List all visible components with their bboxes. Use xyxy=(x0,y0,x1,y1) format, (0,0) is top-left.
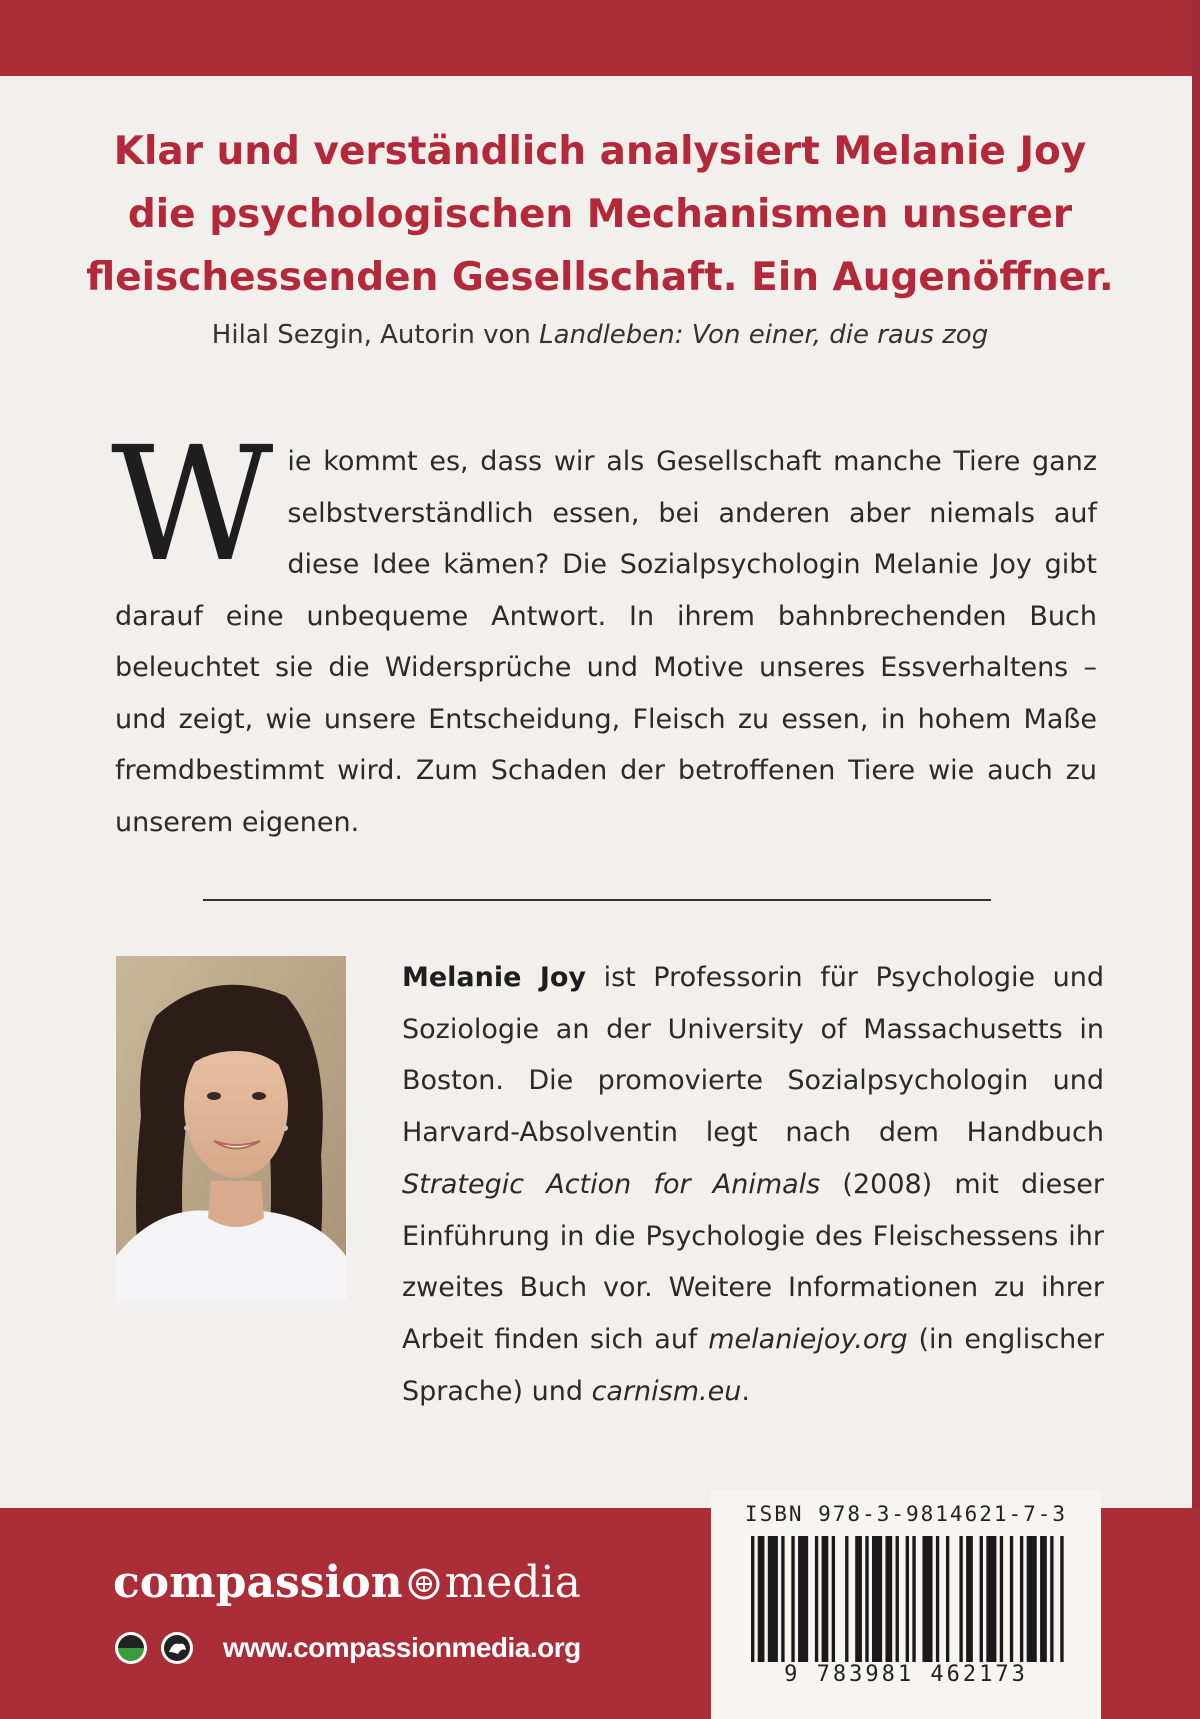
author-bio xyxy=(402,952,1104,1417)
description-text: ie kommt es, dass wir als Gesellschaft manche Tiere ganz selbstverständlich essen, bei anderen aber niemals auf diese Idee kämen? Die Sozialpsychologin Melanie Joy gibt darauf eine unbequeme Antwort. In ihrem bahnbrechenden Buch beleuchtet sie die Widersprüche und Motive unseres Essverhaltens – und zeigt, wie unsere Entscheidung, Fleisch zu essen, in hohem Maße fremdbestimmt wird. Zum Schaden der betroffenen Tiere wie auch zu unserem eigenen. xyxy=(115,446,1097,838)
barcode-bar xyxy=(936,1536,939,1662)
cover-edge xyxy=(1192,0,1200,1719)
barcode-bar xyxy=(946,1536,949,1662)
barcode-bar xyxy=(922,1536,932,1662)
barcode-bar xyxy=(758,1536,765,1662)
barcode-bar xyxy=(1050,1536,1053,1662)
barcode-bar xyxy=(959,1536,962,1662)
bio-text: (2008) mit dieser Einführung in die Psychologie des Fleischessens ihr zweites Buch vor. Weitere Informationen zu ihrer Arbeit finden sich auf xyxy=(402,1168,1104,1355)
bio-text: (in englischer Sprache) und xyxy=(402,1323,1104,1407)
campaign-website: carnism.eu xyxy=(591,1375,742,1407)
attribution-author: Hilal Sezgin, Autorin von xyxy=(211,320,540,350)
green-star-icon xyxy=(113,1630,149,1666)
publisher-website-row xyxy=(113,1626,581,1670)
animal-rights-icon xyxy=(159,1630,195,1666)
barcode-bar xyxy=(1010,1536,1013,1662)
drop-cap: W xyxy=(111,413,274,597)
barcode-digits: 9 783981 462173 xyxy=(733,1662,1079,1687)
barcode-bar xyxy=(980,1536,983,1662)
bio-text: . xyxy=(741,1375,750,1407)
barcode-bar xyxy=(832,1536,835,1662)
bio-text: ist Professorin für Psychologie und Soziologie an der University of Massachusetts in Boston. Die promovierte Sozialpsychologin und Harvard-Absolventin legt nach dem Handbuch xyxy=(402,962,1104,1149)
barcode-bar xyxy=(896,1536,899,1662)
barcode-bar xyxy=(1000,1536,1003,1662)
review-quote xyxy=(60,120,1140,309)
quote-line: die psychologischen Mechanismen unserer xyxy=(127,192,1073,237)
barcode-bar xyxy=(798,1536,808,1662)
barcode-bar xyxy=(815,1536,818,1662)
section-divider xyxy=(203,899,991,901)
author-name: Melanie Joy xyxy=(402,962,587,993)
barcode-bar xyxy=(855,1536,862,1662)
barcode-bar xyxy=(912,1536,915,1662)
barcode-bar xyxy=(966,1536,973,1662)
author-photo xyxy=(116,956,346,1302)
barcode-bar xyxy=(1020,1536,1023,1662)
publisher-name-part1: compassion xyxy=(113,1557,403,1608)
publisher-name-part2: media xyxy=(444,1557,581,1608)
previous-book-title: Strategic Action for Animals xyxy=(402,1168,821,1200)
barcode-bar xyxy=(986,1536,996,1662)
barcode-bar xyxy=(768,1536,778,1662)
barcode-bar xyxy=(1040,1536,1047,1662)
barcode-bar xyxy=(865,1536,868,1662)
publisher-website[interactable]: www.compassionmedia.org xyxy=(223,1632,581,1663)
barcode-bar xyxy=(872,1536,882,1662)
isbn-barcode-panel xyxy=(711,1490,1101,1719)
barcode-bar xyxy=(791,1536,794,1662)
barcode-bar xyxy=(1027,1536,1037,1662)
barcode-bar xyxy=(781,1536,784,1662)
quote-attribution xyxy=(60,320,1140,350)
compassion-logo-icon xyxy=(407,1567,441,1601)
quote-line: fleischessenden Gesellschaft. Ein Augenöffner. xyxy=(86,255,1114,300)
author-website: melaniejoy.org xyxy=(708,1323,908,1355)
barcode-bar xyxy=(906,1536,909,1662)
barcode-bar xyxy=(845,1536,848,1662)
book-description xyxy=(111,413,1097,848)
top-red-band xyxy=(0,0,1200,76)
isbn-number: ISBN 978-3-9814621-7-3 xyxy=(744,1502,1068,1526)
barcode-bar xyxy=(751,1536,754,1662)
attribution-book-title: Landleben: Von einer, die raus zog xyxy=(539,320,989,350)
barcode-bar xyxy=(885,1536,892,1662)
barcode-bar xyxy=(1060,1536,1063,1662)
quote-line: Klar und verständlich analysiert Melanie Joy xyxy=(113,129,1087,174)
barcode xyxy=(751,1536,1067,1662)
publisher-logo xyxy=(113,1558,581,1608)
barcode-bar xyxy=(822,1536,829,1662)
